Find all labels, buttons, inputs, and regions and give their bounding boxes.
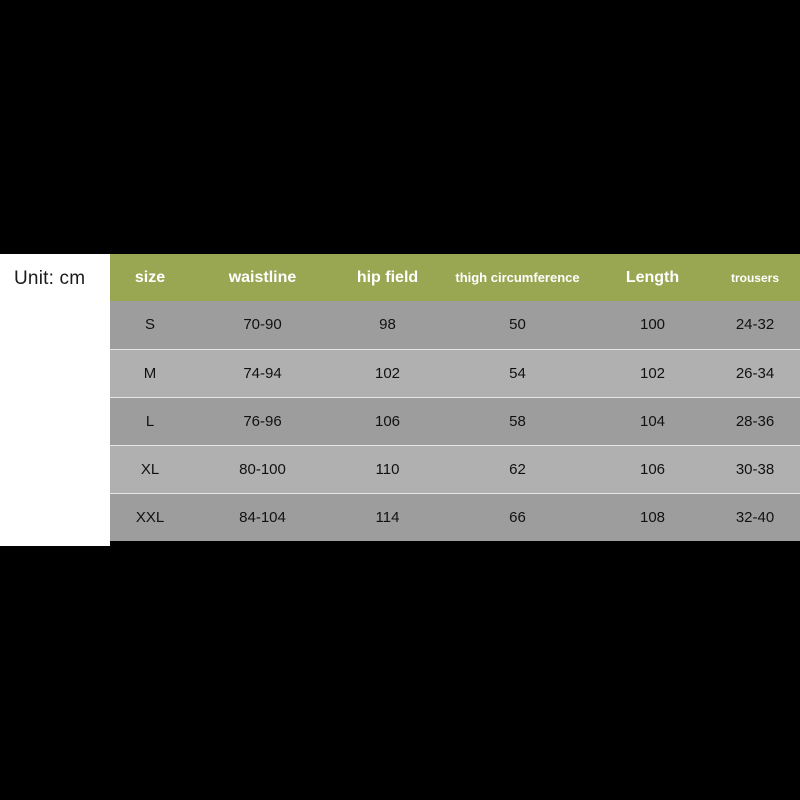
- cell-waistline: 76-96: [190, 397, 335, 445]
- cell-thigh-circumference: 54: [440, 349, 595, 397]
- unit-label: Unit: cm: [14, 268, 86, 289]
- column-header-length: Length: [595, 254, 710, 301]
- cell-length: 106: [595, 445, 710, 493]
- cell-length: 108: [595, 493, 710, 541]
- table-row: [110, 301, 800, 349]
- table-header: [110, 254, 800, 301]
- cell-thigh-circumference: 66: [440, 493, 595, 541]
- column-header-waistline: waistline: [190, 254, 335, 301]
- unit-band: [0, 254, 110, 546]
- table-row: [110, 445, 800, 493]
- cell-size: XXL: [110, 493, 190, 541]
- size-chart-table: [110, 254, 800, 541]
- cell-length: 104: [595, 397, 710, 445]
- cell-size: S: [110, 301, 190, 349]
- cell-hip-field: 98: [335, 301, 440, 349]
- column-header-trousers: trousers: [710, 254, 800, 301]
- cell-trousers: 30-38: [710, 445, 800, 493]
- cell-size: M: [110, 349, 190, 397]
- column-header-thigh-circumference: thigh circumference: [440, 254, 595, 301]
- cell-length: 102: [595, 349, 710, 397]
- cell-thigh-circumference: 62: [440, 445, 595, 493]
- cell-length: 100: [595, 301, 710, 349]
- table-row: [110, 493, 800, 541]
- cell-thigh-circumference: 50: [440, 301, 595, 349]
- cell-hip-field: 114: [335, 493, 440, 541]
- table-row: [110, 397, 800, 445]
- cell-waistline: 74-94: [190, 349, 335, 397]
- column-header-hip-field: hip field: [335, 254, 440, 301]
- cell-waistline: 84-104: [190, 493, 335, 541]
- cell-hip-field: 102: [335, 349, 440, 397]
- cell-trousers: 32-40: [710, 493, 800, 541]
- cell-size: L: [110, 397, 190, 445]
- table-header-row: [110, 254, 800, 301]
- cell-waistline: 80-100: [190, 445, 335, 493]
- cell-hip-field: 110: [335, 445, 440, 493]
- table-row: [110, 349, 800, 397]
- column-header-size: size: [110, 254, 190, 301]
- cell-trousers: 24-32: [710, 301, 800, 349]
- cell-hip-field: 106: [335, 397, 440, 445]
- cell-waistline: 70-90: [190, 301, 335, 349]
- cell-size: XL: [110, 445, 190, 493]
- cell-thigh-circumference: 58: [440, 397, 595, 445]
- cell-trousers: 28-36: [710, 397, 800, 445]
- table-body: [110, 301, 800, 541]
- cell-trousers: 26-34: [710, 349, 800, 397]
